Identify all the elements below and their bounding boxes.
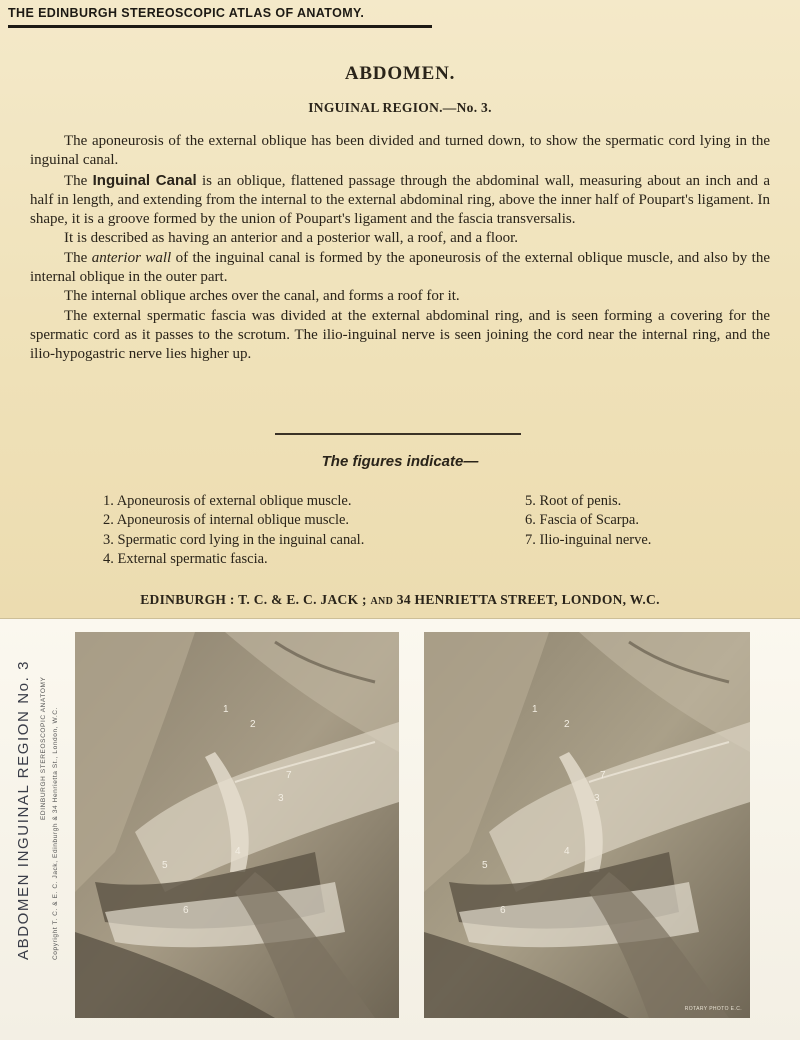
paragraph-3: It is described as having an anterior and a posterior wall, a roof, and a floor. bbox=[64, 230, 519, 247]
photo-stamp: ROTARY PHOTO E.C. bbox=[684, 1006, 742, 1012]
photo-label-3: 3 bbox=[278, 793, 284, 804]
photo-label-1: 1 bbox=[532, 704, 538, 715]
photo-label-5: 5 bbox=[482, 860, 488, 871]
photo-label-3: 3 bbox=[594, 793, 600, 804]
paragraph-2 bbox=[30, 171, 770, 230]
figures-heading: The figures indicate— bbox=[321, 453, 479, 470]
publisher-post: 34 HENRIETTA STREET, LONDON, W.C. bbox=[393, 592, 660, 607]
legend-item: 2. Aponeurosis of internal oblique muscle. bbox=[103, 512, 350, 529]
legend-item: 6. Fascia of Scarpa. bbox=[525, 512, 639, 529]
dissection-photo-right bbox=[424, 632, 750, 1018]
photo-label-5: 5 bbox=[162, 860, 168, 871]
photo-label-2: 2 bbox=[564, 719, 570, 730]
anterior-wall-term: anterior wall bbox=[91, 249, 172, 266]
header-rule bbox=[8, 25, 432, 28]
side-label-text: ABDOMEN INGUINAL REGION No. 3 bbox=[15, 659, 32, 960]
photo-label-6: 6 bbox=[183, 905, 189, 916]
card-side-imprint bbox=[36, 670, 66, 960]
photo-label-7: 7 bbox=[600, 770, 606, 781]
side-imprint-line-1: EDINBURGH STEREOSCOPIC ANATOMY bbox=[40, 676, 47, 820]
stereo-photo-right bbox=[424, 632, 750, 1018]
page-title: ABDOMEN. bbox=[344, 63, 456, 84]
paragraph-5: The internal oblique arches over the canal, and forms a roof for it. bbox=[64, 288, 460, 305]
photo-label-4: 4 bbox=[235, 846, 241, 857]
paragraph-1: The aponeurosis of the external oblique has been divided and turned down, to show the spermatic cord lying in the inguinal canal. bbox=[30, 133, 770, 169]
paragraph-6: The external spermatic fascia was divided at the external abdominal ring, and is seen forming a covering for the spermatic cord as it passes to the scrotum. The ilio-inguinal nerve is seen joining the cord near the internal ring, and the ilio-hypogastric nerve lies higher up. bbox=[30, 307, 770, 363]
photo-label-6: 6 bbox=[500, 905, 506, 916]
photo-label-4: 4 bbox=[564, 846, 570, 857]
legend-item: 5. Root of penis. bbox=[525, 493, 622, 509]
publisher-and: AND bbox=[370, 596, 394, 607]
body-text bbox=[30, 132, 770, 365]
atlas-header: THE EDINBURGH STEREOSCOPIC ATLAS OF ANATOMY. bbox=[8, 6, 365, 20]
legend-item: 1. Aponeurosis of external oblique muscle. bbox=[103, 493, 352, 509]
legend-right bbox=[525, 492, 745, 550]
photo-label-1: 1 bbox=[223, 704, 229, 715]
photo-label-7: 7 bbox=[286, 770, 292, 781]
photo-label-2: 2 bbox=[250, 719, 256, 730]
paragraph-4-post: of the inguinal canal is formed by the aponeurosis of the external oblique muscle, and also by the internal oblique in the outer part. bbox=[30, 249, 770, 286]
page-subtitle: INGUINAL REGION.—No. 3. bbox=[308, 100, 492, 115]
inguinal-canal-term: Inguinal Canal bbox=[92, 171, 197, 189]
section-divider bbox=[275, 433, 521, 435]
legend-item: 4. External spermatic fascia. bbox=[103, 550, 268, 567]
legend-left bbox=[103, 492, 463, 569]
publisher-imprint bbox=[0, 592, 800, 608]
paragraph-4 bbox=[30, 249, 770, 288]
stereo-photo-left bbox=[75, 632, 399, 1018]
legend-item: 3. Spermatic cord lying in the inguinal canal. bbox=[103, 531, 365, 548]
publisher-pre: EDINBURGH : T. C. & E. C. JACK ; bbox=[140, 592, 371, 607]
card-side-label bbox=[0, 640, 32, 960]
side-imprint-line-2: Copyright T. C. & E. C. Jack, Edinburgh & 34 Henrietta St., London, W.C. bbox=[52, 707, 59, 960]
legend-item: 7. Ilio-inguinal nerve. bbox=[525, 531, 652, 548]
paragraph-4-pre: The bbox=[64, 249, 92, 266]
paragraph-2-pre: The bbox=[64, 172, 93, 189]
paragraph-2-post: is an oblique, flattened passage through the abdominal wall, measuring about an inch and a half in length, and extending from the internal to the external abdominal ring, above the inner half of Poupart's ligament. In shape, it is a groove formed by the union of Poupart's ligament and the fascia transversalis. bbox=[30, 172, 770, 228]
dissection-photo-left bbox=[75, 632, 399, 1018]
